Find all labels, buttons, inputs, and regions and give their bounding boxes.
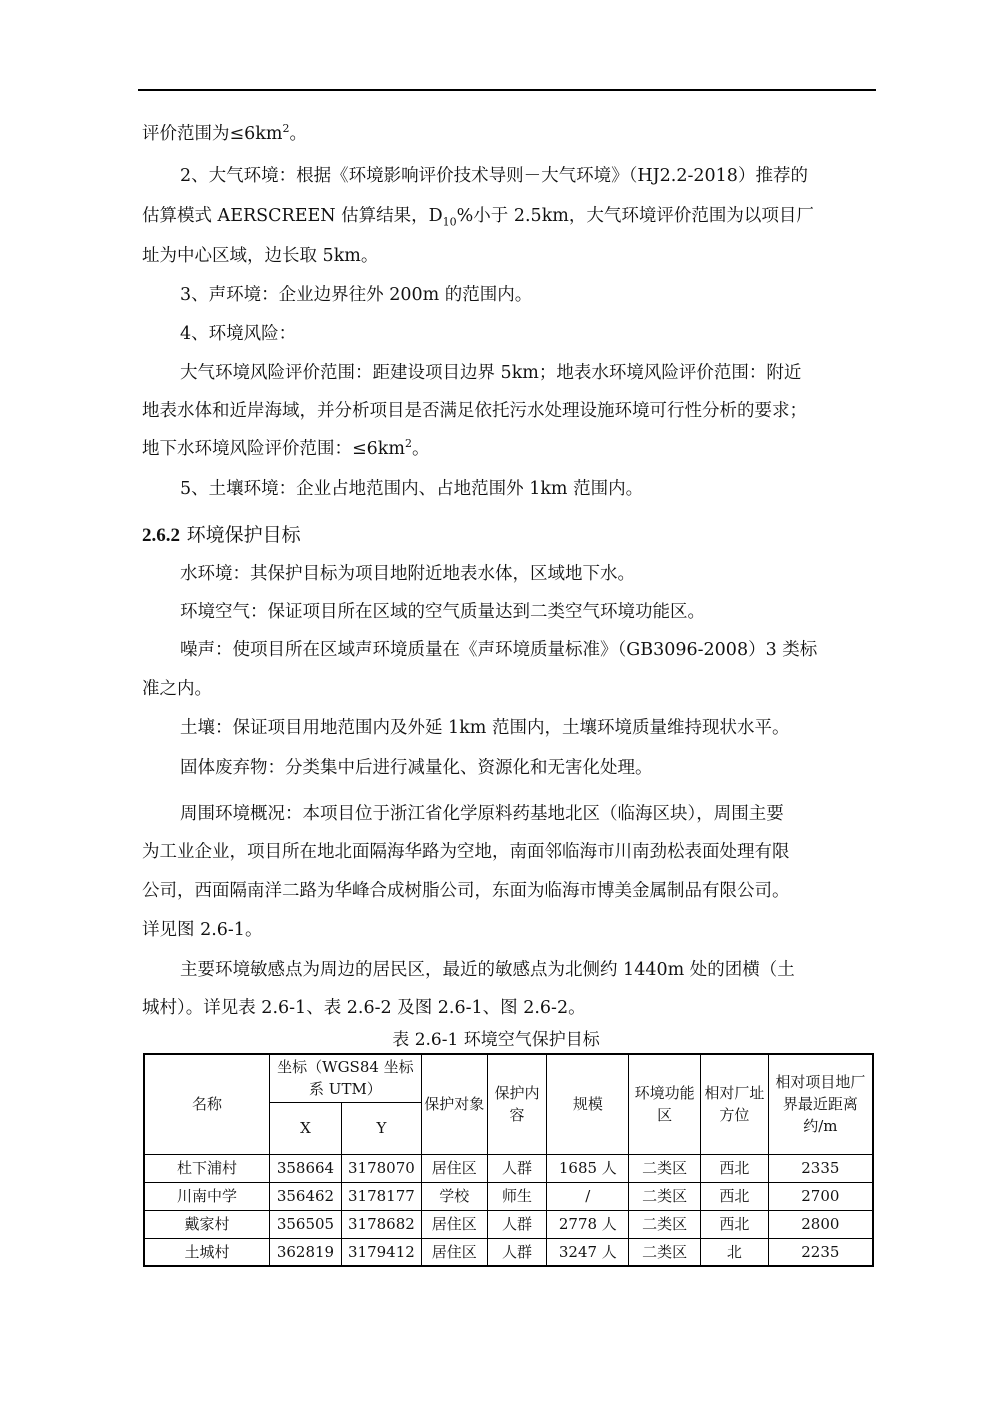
cell: 356462 [269, 1182, 341, 1210]
cell: 3178070 [341, 1154, 421, 1182]
header-scale: 规模 [547, 1054, 629, 1154]
cell: 3178682 [341, 1210, 421, 1238]
section-heading: 2.6.2 环境保护目标 [142, 524, 301, 546]
surroundings-line-3: 公司，西面隔南洋二路为华峰合成树脂公司，东面为临海市博美金属制品有限公司。 [142, 881, 790, 901]
cell: 土城村 [144, 1238, 269, 1266]
target-air: 环境空气：保证项目所在区域的空气质量达到二类空气环境功能区。 [180, 602, 705, 622]
cell: 西北 [700, 1154, 768, 1182]
cell: 杜下浦村 [144, 1154, 269, 1182]
air-scope-line-1: 2、大气环境：根据《环境影响评价技术导则－大气环境》（HJ2.2-2018）推荐的 [180, 166, 808, 186]
cell: 二类区 [629, 1154, 701, 1182]
surroundings-line-5: 主要环境敏感点为周边的居民区，最近的敏感点为北侧约 1440m 处的团横（土 [180, 960, 795, 980]
cell: 3247 人 [547, 1238, 629, 1266]
cell: 356505 [269, 1210, 341, 1238]
cell: 1685 人 [547, 1154, 629, 1182]
header-distance: 相对项目地厂界最近距离约/m [768, 1054, 873, 1154]
header-content: 保护内容 [487, 1054, 547, 1154]
header-x: X [269, 1102, 341, 1154]
cell: 二类区 [629, 1210, 701, 1238]
cell: 2778 人 [547, 1210, 629, 1238]
cell: 358664 [269, 1154, 341, 1182]
surroundings-line-6: 城村）。详见表 2.6-1、表 2.6-2 及图 2.6-1、图 2.6-2。 [142, 998, 586, 1018]
header-rule [138, 89, 876, 91]
cell: 师生 [487, 1182, 547, 1210]
table-row [144, 1154, 873, 1182]
cell: 北 [700, 1238, 768, 1266]
cell: 二类区 [629, 1238, 701, 1266]
surroundings-line-4: 详见图 2.6-1。 [142, 920, 263, 940]
cell: 居住区 [421, 1154, 487, 1182]
air-scope-line-3: 址为中心区域，边长取 5km。 [142, 246, 379, 266]
noise-scope-line: 3、声环境：企业边界往外 200m 的范围内。 [180, 285, 533, 305]
target-soil: 土壤：保证项目用地范围内及外延 1km 范围内，土壤环境质量维持现状水平。 [180, 718, 790, 738]
table-row [144, 1182, 873, 1210]
risk-scope-line-1: 大气环境风险评价范围：距建设项目边界 5km；地表水环境风险评价范围：附近 [180, 363, 802, 383]
cell: 西北 [700, 1182, 768, 1210]
cell: 2335 [768, 1154, 873, 1182]
target-solid-waste: 固体废弃物：分类集中后进行减量化、资源化和无害化处理。 [180, 758, 653, 778]
header-direction: 相对厂址方位 [700, 1054, 768, 1154]
cell: 人群 [487, 1154, 547, 1182]
cell: 3179412 [341, 1238, 421, 1266]
header-y: Y [341, 1102, 421, 1154]
table-row [144, 1210, 873, 1238]
surroundings-line-2: 为工业企业，项目所在地北面隔海华路为空地，南面邻临海市川南劲松表面处理有限 [142, 842, 790, 862]
risk-scope-line-3: 地下水环境风险评价范围：$\le 6km^2$。 [142, 437, 430, 459]
cell: 人群 [487, 1210, 547, 1238]
scope-line-1: 评价范围为$\le 6km^2$。 [142, 122, 307, 144]
cell: / [547, 1182, 629, 1210]
cell: 2235 [768, 1238, 873, 1266]
air-scope-line-2: 估算模式 AERSCREEN 估算结果，$D_{10}\%$小于 2.5km，大气环境评价范围为以项目厂 [142, 206, 814, 229]
table-row [144, 1238, 873, 1266]
header-coordinates: 坐标（WGS84 坐标系 UTM） [269, 1054, 421, 1102]
target-noise-line-2: 准之内。 [142, 679, 212, 699]
table-caption: 表 2.6-1 环境空气保护目标 [392, 1030, 600, 1050]
soil-scope-line: 5、土壤环境：企业占地范围内、占地范围外 1km 范围内。 [180, 479, 644, 499]
surroundings-line-1: 周围环境概况：本项目位于浙江省化学原料药基地北区（临海区块），周围主要 [180, 804, 784, 824]
risk-scope-heading: 4、环境风险： [180, 324, 297, 344]
air-protection-table [143, 1053, 874, 1267]
cell: 戴家村 [144, 1210, 269, 1238]
cell: 居住区 [421, 1238, 487, 1266]
header-zone: 环境功能区 [629, 1054, 701, 1154]
cell: 人群 [487, 1238, 547, 1266]
cell: 西北 [700, 1210, 768, 1238]
header-name: 名称 [144, 1054, 269, 1154]
cell: 2800 [768, 1210, 873, 1238]
cell: 川南中学 [144, 1182, 269, 1210]
cell: 居住区 [421, 1210, 487, 1238]
target-noise-line-1: 噪声：使项目所在区域声环境质量在《声环境质量标准》（GB3096-2008）3 类标 [180, 640, 818, 660]
cell: 二类区 [629, 1182, 701, 1210]
target-water: 水环境：其保护目标为项目地附近地表水体，区域地下水。 [180, 564, 635, 584]
header-object: 保护对象 [421, 1054, 487, 1154]
cell: 3178177 [341, 1182, 421, 1210]
cell: 学校 [421, 1182, 487, 1210]
cell: 362819 [269, 1238, 341, 1266]
cell: 2700 [768, 1182, 873, 1210]
risk-scope-line-2: 地表水体和近岸海域，并分析项目是否满足依托污水处理设施环境可行性分析的要求； [142, 401, 807, 421]
